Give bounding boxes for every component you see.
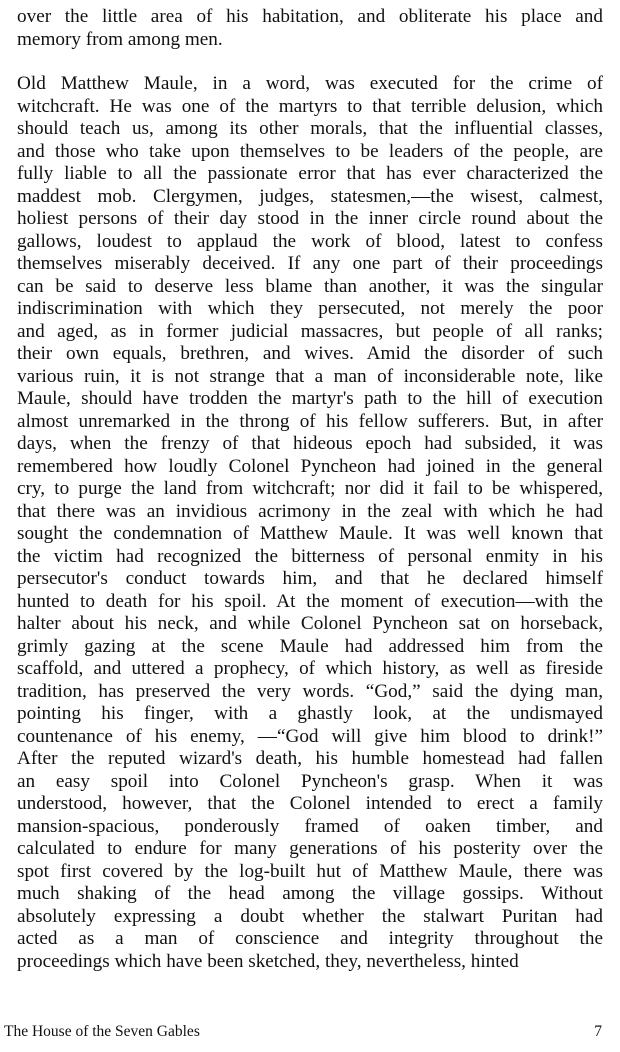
text-line: cry, to purge the land from witchcraft; nor did it fail to be whispered, — [17, 478, 603, 499]
text-line: After the reputed wizard's death, his humble homestead had fallen — [17, 748, 603, 769]
text-line: over the little area of his habitation, and obliterate his place and — [17, 6, 603, 27]
text-line: tradition, has preserved the very words. “God,” said the dying man, — [17, 680, 603, 702]
text-line: should teach us, among its other morals, that the influential classes, — [17, 118, 603, 139]
paragraph — [17, 6, 603, 51]
text-line: witchcraft. He was one of the martyrs to that terrible delusion, which — [17, 95, 603, 117]
body-text — [17, 6, 603, 973]
text-line: spot first covered by the log-built hut of Matthew Maule, there was — [17, 860, 603, 882]
text-line: grimly gazing at the scene Maule had addressed him from the — [17, 635, 603, 657]
paragraph — [17, 73, 603, 973]
text-line: indiscrimination with which they persecuted, not merely the poor — [17, 298, 603, 319]
text-line: Maule, should have trodden the martyr's path to the hill of execution — [17, 388, 603, 409]
text-line: themselves miserably deceived. If any one part of their proceedings — [17, 253, 603, 274]
text-line: an easy spoil into Colonel Pyncheon's grasp. When it was — [17, 770, 603, 792]
text-line: absolutely expressing a doubt whether the stalwart Puritan had — [17, 905, 603, 927]
running-title: The House of the Seven Gables — [4, 1023, 200, 1040]
text-line: can be said to deserve less blame than another, it was the singular — [17, 275, 603, 297]
text-line: calculated to endure for many generations of his posterity over the — [17, 838, 603, 859]
page-footer — [4, 1022, 602, 1042]
text-line: proceedings which have been sketched, they, nevertheless, hinted — [17, 950, 519, 972]
text-line: scaffold, and uttered a prophecy, of which history, as well as fireside — [17, 658, 603, 679]
page-number: 7 — [594, 1023, 602, 1040]
text-line: and aged, as in former judicial massacres, but people of all ranks; — [17, 320, 603, 342]
text-line: that there was an invidious acrimony in the zeal with which he had — [17, 500, 603, 522]
text-line: and those who take upon themselves to be leaders of the people, are — [17, 140, 603, 162]
text-line: fully liable to all the passionate error that has ever characterized the — [17, 163, 603, 184]
text-line: remembered how loudly Colonel Pyncheon had joined in the general — [17, 455, 603, 477]
text-line: sought the condemnation of Matthew Maule. It was well known that — [17, 523, 603, 544]
paragraph-gap — [17, 51, 603, 73]
text-line: much shaking of the head among the village gossips. Without — [17, 883, 603, 904]
text-line: the victim had recognized the bitterness of personal enmity in his — [17, 545, 603, 567]
text-line: gallows, loudest to applaud the work of blood, latest to confess — [17, 230, 603, 252]
text-line: halter about his neck, and while Colonel Pyncheon sat on horseback, — [17, 613, 603, 634]
text-line: maddest mob. Clergymen, judges, statesmen,—the wisest, calmest, — [17, 185, 603, 207]
text-line: countenance of his enemy, —“God will give him blood to drink!” — [17, 725, 603, 747]
text-line: persecutor's conduct towards him, and that he declared himself — [17, 568, 603, 589]
text-line: memory from among men. — [17, 28, 223, 50]
text-line: mansion-spacious, ponderously framed of oaken timber, and — [17, 815, 603, 837]
text-line: understood, however, that the Colonel intended to erect a family — [17, 793, 603, 814]
text-line: days, when the frenzy of that hideous epoch had subsided, it was — [17, 433, 603, 454]
text-line: almost unremarked in the throng of his fellow sufferers. But, in after — [17, 410, 603, 432]
text-line: hunted to death for his spoil. At the moment of execution—with the — [17, 590, 603, 612]
text-line: pointing his finger, with a ghastly look, at the undismayed — [17, 703, 603, 724]
text-line: acted as a man of conscience and integrity throughout the — [17, 928, 603, 949]
text-line: Old Matthew Maule, in a word, was executed for the crime of — [17, 73, 603, 94]
text-line: various ruin, it is not strange that a man of inconsiderable note, like — [17, 365, 603, 387]
text-line: their own equals, brethren, and wives. Amid the disorder of such — [17, 343, 603, 364]
text-line: holiest persons of their day stood in the inner circle round about the — [17, 208, 603, 229]
